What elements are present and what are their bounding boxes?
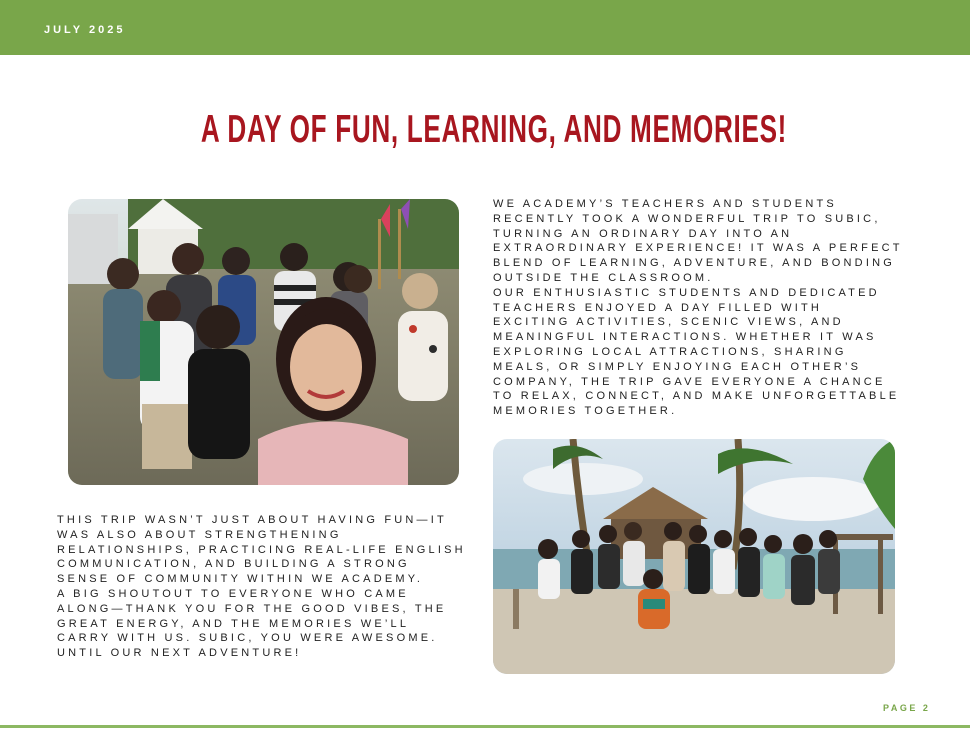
header-bar xyxy=(0,0,970,55)
closing-paragraph-1: THIS TRIP WASN’T JUST ABOUT HAVING FUN—IT WAS ALSO ABOUT STRENGTHENING RELATIONSHIPS, PRACTICING REAL-LIFE ENGLISH COMMUNICATION, AND BUILDING A STRONG SENSE OF COMMUNITY WITHIN WE ACADEMY. xyxy=(57,514,466,586)
beach-group-photo xyxy=(493,439,895,674)
intro-paragraph-1: WE ACADEMY’S TEACHERS AND STUDENTS RECENTLY TOOK A WONDERFUL TRIP TO SUBIC, TURNING AN ORDINARY DAY INTO AN EXTRAORDINARY EXPERIENCE! IT WAS A PERFECT BLEND OF LEARNING, ADVENTURE, AND BONDING OUTSIDE THE CLASSROOM. xyxy=(493,198,903,284)
closing-text xyxy=(57,513,467,661)
footer-line xyxy=(0,725,970,728)
intro-paragraph-2: OUR ENTHUSIASTIC STUDENTS AND DEDICATED TEACHERS ENJOYED A DAY FILLED WITH EXCITING ACTIVITIES, SCENIC VIEWS, AND MEANINGFUL INTERACTIONS. WHETHER IT WAS EXPLORING LOCAL ATTRACTIONS, SHARING MEALS, OR SIMPLY ENJOYING EACH OTHER’S COMPANY, THE TRIP GAVE EVERYONE A CHANCE TO RELAX, CONNECT, AND MAKE UNFORGETTABLE MEMORIES TOGETHER. xyxy=(493,286,900,418)
intro-text xyxy=(493,197,903,419)
group-selfie-photo xyxy=(68,199,459,485)
closing-paragraph-2: A BIG SHOUTOUT TO EVERYONE WHO CAME ALONG—THANK YOU FOR THE GOOD VIBES, THE GREAT ENERGY, AND THE MEMORIES WE’LL CARRY WITH US. SUBIC, YOU WERE AWESOME. UNTIL OUR NEXT ADVENTURE! xyxy=(57,587,447,660)
page-number: PAGE 2 xyxy=(883,703,931,713)
page-title: A DAY OF FUN, LEARNING, AND MEMORIES! xyxy=(200,108,788,151)
issue-date: JULY 2025 xyxy=(44,24,126,36)
